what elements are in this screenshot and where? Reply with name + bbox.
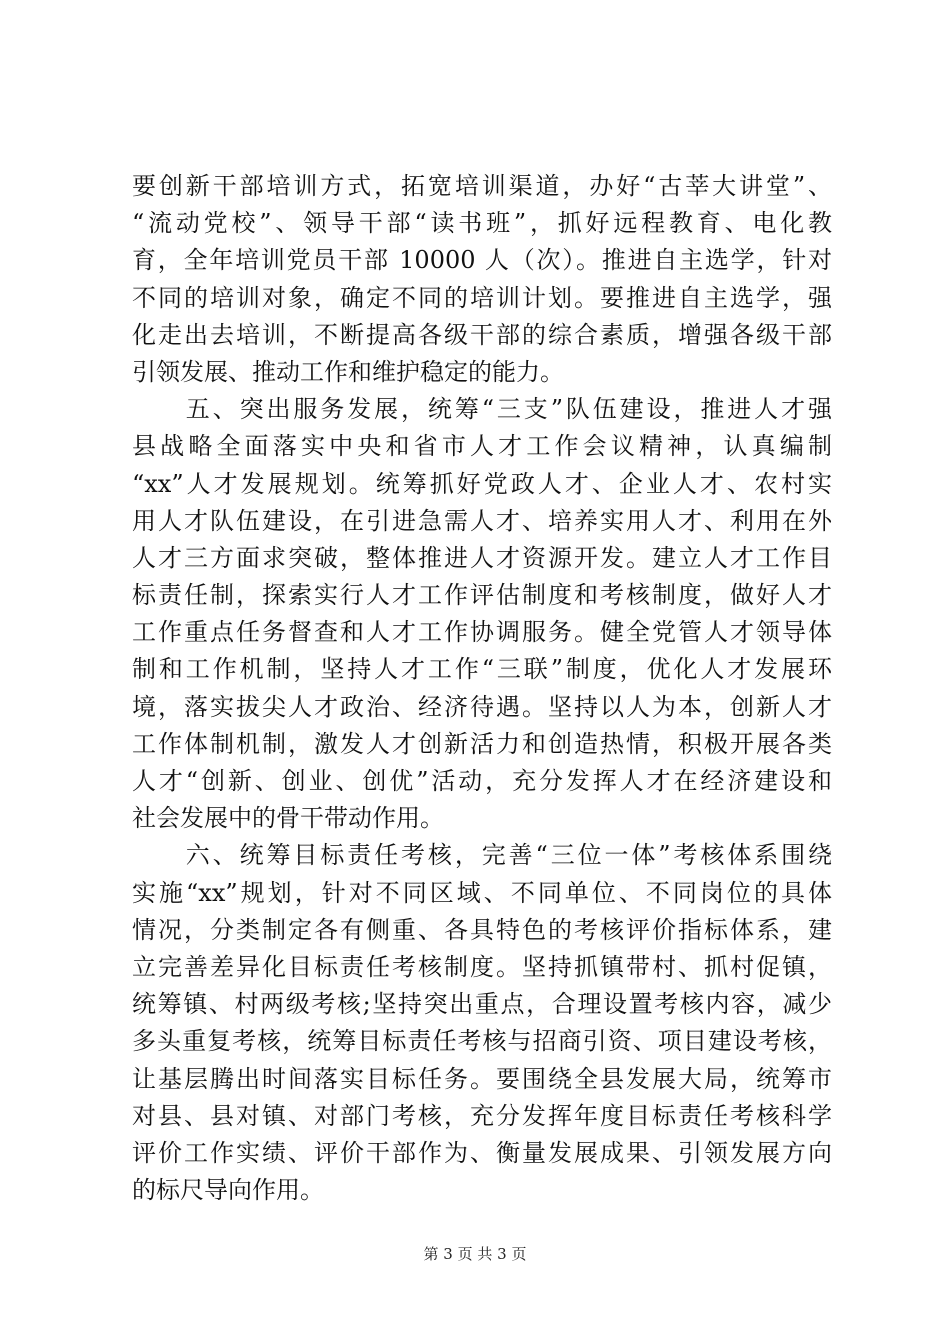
text-line: 工作重点任务督查和人才工作协调服务。健全党管人才领导体	[132, 618, 832, 647]
text-line: 育，全年培训党员干部 10000 人（次）。推进自主选学，针对	[132, 246, 832, 275]
text-line: 境，落实拔尖人才政治、经济待遇。坚持以人为本，创新人才	[132, 692, 832, 721]
text-line: 化走出去培训，不断提高各级干部的综合素质，增强各级干部	[132, 320, 832, 349]
text-line: 用人才队伍建设，在引进急需人才、培养实用人才、利用在外	[132, 506, 832, 535]
text-line: 多头重复考核，统筹目标责任考核与招商引资、项目建设考核，	[132, 1027, 832, 1056]
text-line: 对县、县对镇、对部门考核，充分发挥年度目标责任考核科学	[132, 1101, 832, 1130]
text-line: 不同的培训对象，确定不同的培训计划。要推进自主选学，强	[132, 283, 832, 312]
text-line: 引领发展、推动工作和维护稳定的能力。	[132, 357, 564, 386]
text-line: 统筹镇、村两级考核;坚持突出重点，合理设置考核内容，减少	[132, 990, 832, 1019]
text-line: 人才“创新、创业、创优”活动，充分发挥人才在经济建设和	[132, 767, 832, 795]
text-line: 情况，分类制定各有侧重、各具特色的考核评价指标体系，建	[132, 915, 832, 944]
text-line: 标责任制，探索实行人才工作评估制度和考核制度，做好人才	[132, 581, 832, 610]
text-line: 让基层腾出时间落实目标任务。要围绕全县发展大局，统筹市	[132, 1064, 832, 1093]
page-footer: 第 3 页 共 3 页	[423, 1245, 527, 1263]
text-line: 实施“xx”规划，针对不同区域、不同单位、不同岗位的具体	[132, 878, 832, 907]
document-body	[132, 168, 832, 1209]
text-line: 工作体制机制，激发人才创新活力和创造热情，积极开展各类	[132, 729, 832, 758]
text-line: 人才三方面求突破，整体推进人才资源开发。建立人才工作目	[132, 543, 832, 572]
text-line: 制和工作机制，坚持人才工作“三联”制度，优化人才发展环	[132, 655, 832, 684]
text-line: “xx”人才发展规划。统筹抓好党政人才、企业人才、农村实	[132, 469, 832, 498]
text-line: 要创新干部培训方式，拓宽培训渠道，办好“古莘大讲堂”、	[132, 172, 832, 200]
text-line: “流动党校”、领导干部“读书班”，抓好远程教育、电化教	[132, 209, 832, 238]
text-line: 社会发展中的骨干带动作用。	[132, 804, 444, 833]
text-line: 县战略全面落实中央和省市人才工作会议精神，认真编制	[132, 432, 832, 461]
text-line: 五、突出服务发展，统筹“三支”队伍建设，推进人才强	[132, 395, 832, 424]
text-line: 六、统筹目标责任考核，完善“三位一体”考核体系围绕	[132, 841, 832, 870]
text-line: 立完善差异化目标责任考核制度。坚持抓镇带村、抓村促镇，	[132, 952, 832, 981]
text-line: 的标尺导向作用。	[132, 1176, 324, 1205]
text-line: 评价工作实绩、评价干部作为、衡量发展成果、引领发展方向	[132, 1138, 832, 1167]
